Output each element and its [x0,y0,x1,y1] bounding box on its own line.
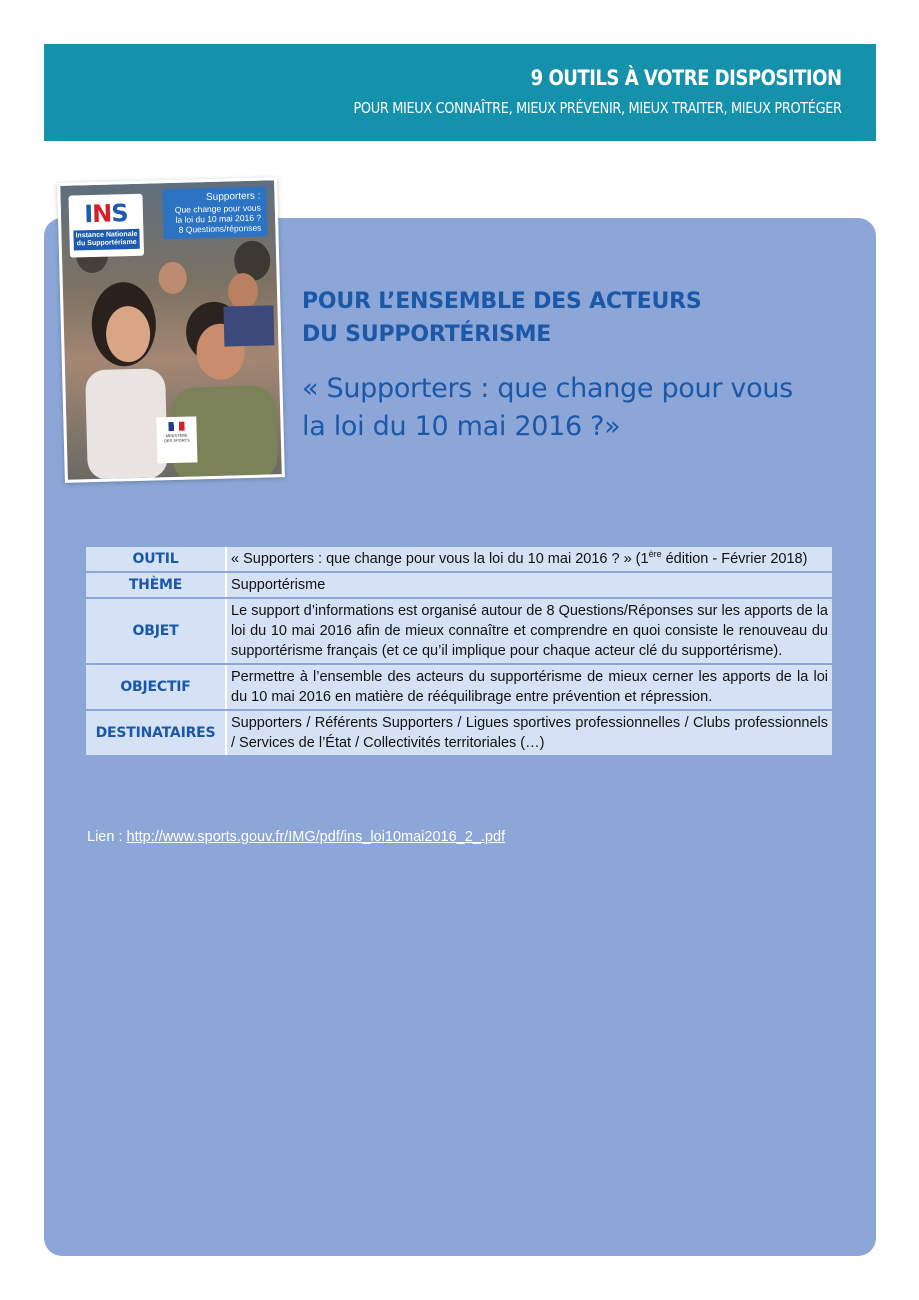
table-row [86,711,832,755]
table-row [86,573,832,597]
row-value-destinataires: Supporters / Référents Supporters / Ligues sportives professionnelles / Clubs professionnels / Services de l’État / Collectivités territoriales (…) [227,711,832,755]
row-label-objectif: OBJECTIF [86,665,227,709]
row-value-objet: Le support d’informations est organisé autour de 8 Questions/Réponses sur les apports de la loi du 10 mai 2016 afin de mieux connaître et comprendre en quoi consiste le renouveau du supportérisme français (et ce qu’il implique pour chaque acteur clé du supportérisme). [227,599,832,663]
cover-box-line1: Supporters : [205,190,261,204]
heading-line1: POUR L’ENSEMBLE DES ACTEURS [302,289,702,314]
cover-box-line3: la loi du 10 mai 2016 ? [175,212,262,225]
logo-name-line2: du Supportérisme [76,238,137,248]
link-prefix: Lien : [87,829,127,845]
cover-box-line4: 8 Questions/réponses [178,222,262,235]
table-row [86,665,832,709]
table-row [86,547,832,571]
link-line [87,829,505,845]
row-label-objet: OBJET [86,599,227,663]
info-table [86,545,832,757]
header-subtitle: POUR MIEUX CONNAÎTRE, MIEUX PRÉVENIR, MIEUX TRAITER, MIEUX PROTÉGER [353,99,842,117]
header-title: 9 OUTILS À VOTRE DISPOSITION [531,66,842,90]
cover-box-line2: Que change pour vous [174,202,261,215]
section-heading [302,285,702,351]
quote-line1: « Supporters : que change pour vous [302,373,793,404]
logo-letter-n: N [91,199,112,229]
tool-title-quote [302,370,793,446]
row-value-outil: « Supporters : que change pour vous la loi du 10 mai 2016 ? » (1ère édition - Février 2018) [227,547,832,571]
ins-logo [68,194,144,258]
french-flag-icon [168,422,184,431]
logo-name-line1: Instance Nationale [75,230,138,240]
row-value-objectif: Permettre à l’ensemble des acteurs du supportérisme de mieux cerner les apports de la loi du 10 mai 2016 en matière de rééquilibrage entre prévention et répression. [227,665,832,709]
ministry-logo [156,416,197,463]
pdf-link[interactable]: http://www.sports.gouv.fr/IMG/pdf/ins_loi10mai2016_2_.pdf [126,829,506,845]
header-band [44,44,876,141]
table-row [86,599,832,663]
row-label-outil: OUTIL [86,547,227,571]
brochure-cover-image [57,177,285,483]
logo-letter-i: I [83,200,93,229]
cover-title-box [162,186,267,239]
row-label-destinataires: DESTINATAIRES [86,711,227,755]
row-label-theme: THÈME [86,573,227,597]
logo-letter-s: S [110,199,128,228]
ministry-line2: DES SPORTS [163,437,190,444]
quote-line2: la loi du 10 mai 2016 ?» [302,411,621,442]
heading-line2: DU SUPPORTÉRISME [302,322,552,347]
row-value-theme: Supportérisme [227,573,832,597]
ministry-line1: MINISTÈRE [165,432,188,439]
